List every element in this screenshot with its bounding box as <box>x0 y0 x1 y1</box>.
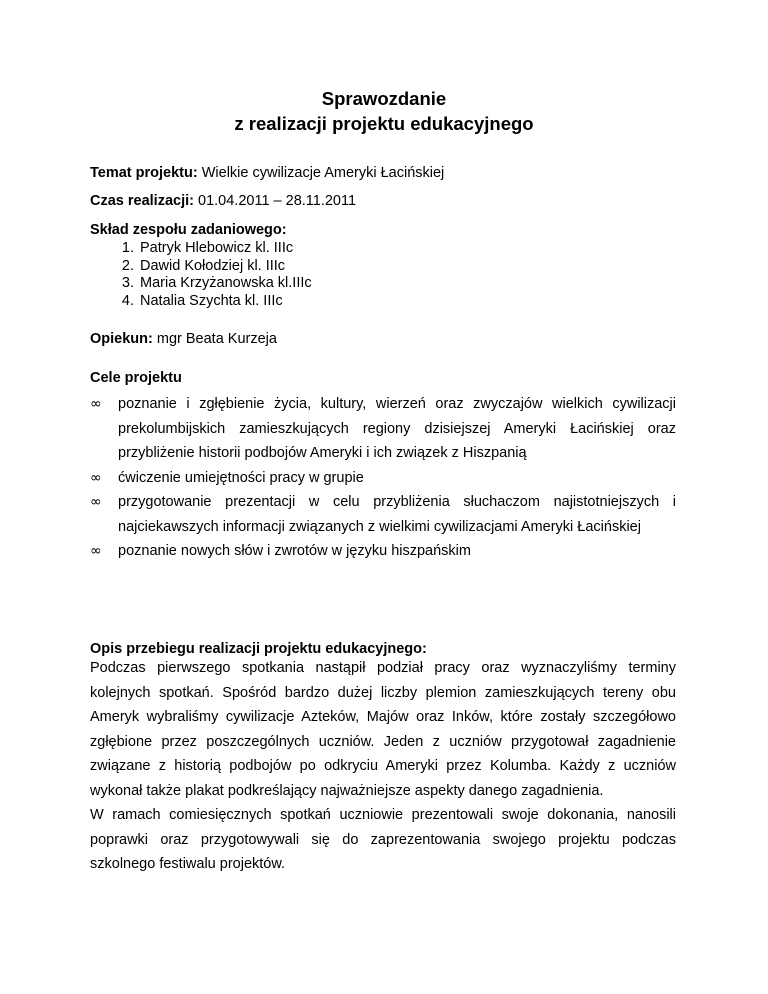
team-heading <box>90 221 676 239</box>
goals-heading: Cele projektu <box>90 370 182 386</box>
list-number: 1. <box>121 240 134 256</box>
goal-text: ćwiczenie umiejętności pracy w grupie <box>118 469 364 486</box>
member-name: Maria Krzyżanowska kl.IIIc <box>140 275 312 291</box>
infinity-bullet-icon: ∞ <box>90 469 102 486</box>
list-number: 3. <box>121 275 134 291</box>
description-paragraph: W ramach comiesięcznych spotkań uczniowie prezentowali swoje dokonania, nanosili poprawki oraz przygotowywali się do zaprezentowania swojego projektu podczas szkolnego festiwalu projektów. <box>90 807 676 872</box>
title-line-2: z realizacji projektu edukacyjnego <box>234 113 534 134</box>
goal-text: przygotowanie prezentacji w celu przybliżenia słuchaczom najistotniejszych i najciekawszych informacji związanych z wielkimi cywilizacjami Ameryki Łacińskiej <box>118 494 676 535</box>
list-item <box>90 539 676 564</box>
supervisor-label: Opiekun: <box>90 331 153 347</box>
team-label: Skład zespołu zadaniowego: <box>90 222 287 238</box>
infinity-bullet-icon: ∞ <box>90 396 102 412</box>
topic-label: Temat projektu: <box>90 165 198 181</box>
member-name: Natalia Szychta kl. IIIc <box>140 292 283 309</box>
list-number: 2. <box>121 257 134 274</box>
infinity-bullet-icon: ∞ <box>90 494 102 510</box>
infinity-bullet-icon: ∞ <box>90 543 102 559</box>
goal-text: poznanie nowych słów i zwrotów w języku hiszpańskim <box>118 543 471 559</box>
member-name: Patryk Hlebowicz kl. IIIc <box>140 240 294 256</box>
duration-field <box>90 192 676 210</box>
topic-field <box>90 164 676 182</box>
description-heading: Opis przebiegu realizacji projektu edukacyjnego: <box>90 641 427 657</box>
list-number: 4. <box>121 292 134 309</box>
title-line-1: Sprawozdanie <box>321 88 447 109</box>
member-name: Dawid Kołodziej kl. IIIc <box>140 257 286 274</box>
list-item <box>110 275 312 293</box>
goals-list <box>90 392 676 564</box>
list-item <box>90 392 676 466</box>
list-item <box>110 258 312 276</box>
goal-text: poznanie i zgłębienie życia, kultury, wierzeń oraz zwyczajów wielkich cywilizacji prekolumbijskich zamieszkujących regiony dzisiejszej Ameryki Łacińskiej oraz przybliżenie historii podbojów Ameryki i ich związek z Hiszpanią <box>118 396 676 461</box>
list-item <box>90 466 676 491</box>
supervisor-value: mgr Beata Kurzeja <box>156 331 277 347</box>
supervisor-field <box>90 330 676 348</box>
list-item <box>90 490 676 539</box>
list-item <box>110 240 312 258</box>
list-item <box>110 293 312 311</box>
topic-value: Wielkie cywilizacje Ameryki Łacińskiej <box>201 165 445 181</box>
duration-label: Czas realizacji: <box>90 193 194 209</box>
team-member-list <box>110 240 312 310</box>
description-paragraph: Podczas pierwszego spotkania nastąpił podział pracy oraz wyznaczyliśmy terminy kolejnych spotkań. Spośród bardzo dużej liczby plemion zamieszkujących tereny obu Ameryk wybraliśmy cywilizacje Azteków, Majów oraz Inków, które zostały szczegółowo zgłębione przez poszczególnych uczniów. Jeden z uczniów przygotował zagadnienie związane z historią podbojów po odkryciu Ameryki przez Kolumba. Każdy z uczniów wykonał także plakat podkreślający najważniejsze aspekty danego zagadnienia. <box>90 660 676 799</box>
duration-value: 01.04.2011 – 28.11.2011 <box>198 193 357 209</box>
report-title <box>0 86 768 136</box>
description-body <box>90 656 676 877</box>
